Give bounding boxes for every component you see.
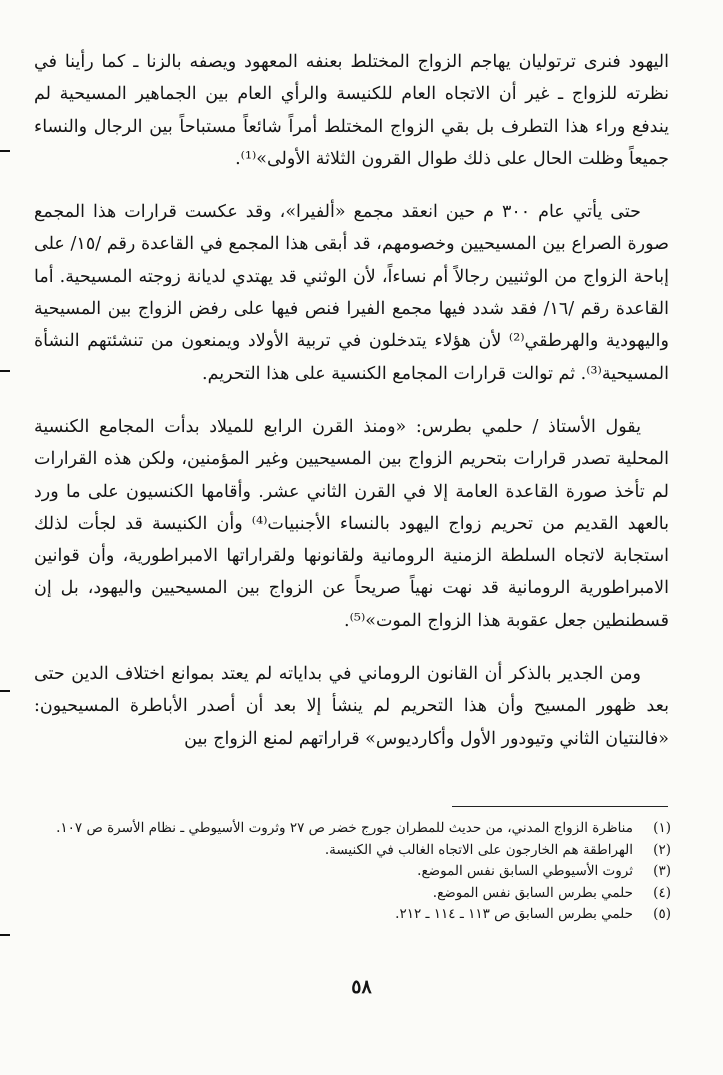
margin-mark bbox=[0, 690, 10, 692]
footnote-text: حلمي بطرس السابق ص ١١٣ ـ ١١٤ ـ ٢١٢. bbox=[395, 906, 633, 922]
footnote-item bbox=[34, 840, 671, 862]
paragraph-3: يقول الأستاذ / حلمي بطرس: «ومنذ القرن الرابع للميلاد بدأت المجامع الكنسية المحلية تصدر قرارات بتحريم الزواج بين المسيحيين وغير المؤمنين، ولكن هذه القرارات لم تأخذ صورة القاعدة العامة إلا في القرن الثاني عشر. وأقامها الكنسيون على ما ورد بالعهد القديم من تحريم زواج اليهود بالنساء الأجنبيات⁽⁴⁾ وأن الكنيسة قد لجأت لذلك استجابة لاتجاه السلطة الزمنية الرومانية ولقانونها ولقراراتها الامبراطورية، وأن قوانين الامبراطورية الرومانية قد نهت نهياً صريحاً عن الزواج بين المسيحيين واليهود، بل إن قسطنطين جعل عقوبة هذا الزواج الموت»⁽⁵⁾. bbox=[34, 416, 669, 631]
footnote-text: الهراطقة هم الخارجون على الاتجاه الغالب في الكنيسة. bbox=[324, 841, 633, 858]
footnote-text: حلمي بطرس السابق نفس الموضع. bbox=[432, 884, 633, 901]
paragraph-2: حتى يأتي عام ٣٠٠ م حين انعقد مجمع «ألفيرا»، وقد عكست قرارات هذا المجمع صورة الصراع بين المسيحيين وخصومهم، قد أبقى هذا المجمع في القاعدة رقم /١٥/ على إباحة الزواج من الوثنيين رجالاً أم نساءاً، لأن الوثني قد يهتدي لديانة زوجته المسيحية. أما القاعدة رقم /١٦/ فقد شدد فيها مجمع الفيرا فنص فيها على رفض الزواج بين المسيحية واليهودية والهرطقي⁽²⁾ لأن هؤلاء يتدخلون في تربية الأولاد ويمنعون من تنشئتهم النشأة المسيحية⁽³⁾. ثم توالت قرارات المجامع الكنسية على هذا التحريم. bbox=[34, 202, 670, 384]
margin-mark bbox=[0, 150, 10, 152]
footnote-item bbox=[34, 861, 671, 883]
main-text bbox=[34, 46, 669, 755]
margin-mark bbox=[0, 370, 10, 372]
footnote-number: (١) bbox=[653, 820, 671, 836]
paragraph-1: اليهود فنرى ترتوليان يهاجم الزواج المختلط بعنفه المعهود ويصفه بالزنا ـ كما رأينا في نظرته للزواج ـ غير أن الاتجاه العام للكنيسة والرأي العام بين الجماهير المسيحية لم يندفع وراء هذا التطرف بل بقي الزواج المختلط أمراً شائعاً مستباحاً بين الرجال والنساء جميعاً وظلت الحال على ذلك طوال القرون الثلاثة الأولى»⁽¹⁾. bbox=[34, 52, 669, 169]
footnote-number: (٤) bbox=[653, 884, 671, 901]
footnote-text: مناظرة الزواج المدني، من حديث للمطران جورج خضر ص ٢٧ وثروت الأسيوطي ـ نظام الأسرة ص ١٠٧. bbox=[56, 820, 633, 836]
footnote-separator bbox=[452, 806, 668, 807]
footnote-item bbox=[34, 904, 671, 926]
paragraph-4: ومن الجدير بالذكر أن القانون الروماني في بداياته لم يعتد بموانع اختلاف الدين حتى بعد ظهور المسيح وأن هذا التحريم لم ينشأ إلا بعد أن أصدر الأباطرة المسيحيون: «فالنتيان الثاني وتيودور الأول وأكارديوس» قراراتهم لمنع الزواج بين bbox=[34, 664, 669, 749]
margin-mark bbox=[0, 934, 10, 936]
footnote-item bbox=[34, 818, 671, 840]
footnote-number: (٢) bbox=[653, 841, 671, 858]
page-number: ٥٨ bbox=[351, 976, 372, 998]
footnote-number: (٥) bbox=[653, 906, 671, 922]
footnote-number: (٣) bbox=[653, 863, 671, 879]
footnote-text: ثروت الأسيوطي السابق نفس الموضع. bbox=[417, 863, 633, 879]
footnotes bbox=[34, 818, 671, 926]
footnote-item bbox=[34, 883, 671, 905]
